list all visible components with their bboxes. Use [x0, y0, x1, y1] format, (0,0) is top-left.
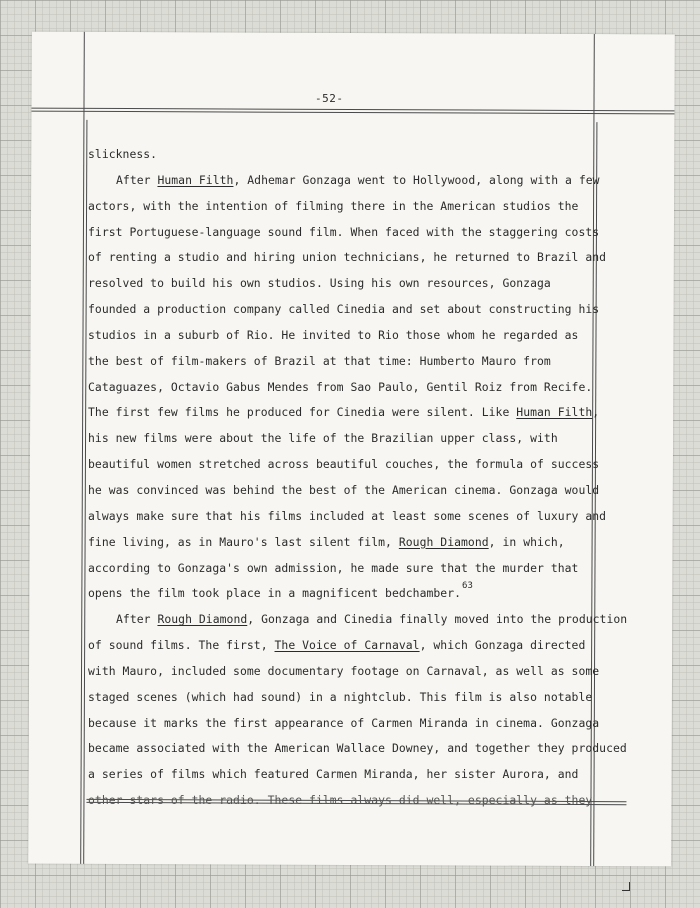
corner-mark — [622, 882, 630, 891]
text-line — [88, 271, 603, 297]
text-run: beautiful women stretched across beautiful couches, the formula of success — [88, 457, 600, 472]
text-run: fine living, as in Mauro's last silent film, — [88, 534, 399, 549]
text-run: first Portuguese-language sound film. When faced with the staggering costs — [88, 224, 600, 239]
text-line — [88, 556, 603, 582]
text-line — [88, 711, 603, 737]
text-line — [88, 659, 603, 685]
text-run: After — [116, 172, 158, 187]
text-run: , Gonzaga and Cinedia finally moved into the production — [247, 612, 628, 627]
text-line — [88, 323, 603, 349]
text-run: of sound films. The first, — [88, 638, 275, 653]
text-run: , — [592, 405, 600, 420]
text-line — [88, 426, 603, 452]
text-line — [88, 504, 607, 530]
text-run: with Mauro, included some documentary footage on Carnaval, as well as some — [88, 663, 600, 678]
text-run: actors, with the intention of filming there in the American studios the — [88, 198, 579, 213]
text-line — [88, 762, 603, 788]
film-title: Human Filth — [157, 172, 234, 187]
text-line — [88, 194, 603, 220]
film-title: Human Filth — [516, 405, 593, 420]
text-run: , which Gonzaga directed — [419, 638, 586, 653]
footnote-number: 63 — [462, 581, 473, 592]
text-line — [88, 349, 603, 375]
text-run: he was convinced was behind the best of the American cinema. Gonzaga would — [88, 482, 600, 497]
text-line — [88, 581, 603, 607]
text-line — [88, 530, 603, 556]
text-line — [88, 220, 603, 246]
text-line — [88, 685, 603, 711]
text-line — [88, 142, 603, 168]
text-line — [88, 400, 603, 426]
text-run: Cataguazes, Octavio Gabus Mendes from Sao Paulo, Gentil Roiz from Recife. — [88, 379, 593, 394]
text-line — [88, 168, 603, 194]
text-run: slickness. — [88, 147, 158, 161]
page-number: -52- — [315, 92, 344, 105]
text-run: of renting a studio and hiring union technicians, he returned to Brazil and — [88, 250, 607, 265]
body-text — [88, 142, 628, 814]
text-run: founded a production company called Cinedia and set about constructing his — [88, 302, 600, 317]
text-run: opens the film took place in a magnificent bedchamber. — [88, 586, 462, 601]
text-run: because it marks the first appearance of Carmen Miranda in cinema. Gonzaga — [88, 715, 600, 730]
text-run: The first few films he produced for Cinedia were silent. Like — [88, 405, 517, 420]
text-run: , Adhemar Gonzaga went to Hollywood, along with a few — [233, 172, 600, 187]
text-run: according to Gonzaga's own admission, he made sure that the murder that — [88, 560, 579, 575]
text-line — [88, 245, 607, 271]
text-run: a series of films which featured Carmen Miranda, her sister Aurora, and — [88, 767, 579, 782]
film-title: Rough Diamond — [157, 612, 248, 627]
text-line — [88, 452, 603, 478]
text-run: studios in a suburb of Rio. He invited to Rio those whom he regarded as — [88, 327, 579, 342]
film-title: The Voice of Carnaval — [274, 638, 420, 653]
text-line — [88, 633, 603, 659]
text-line — [88, 736, 627, 762]
text-run: always make sure that his films included at least some scenes of luxury and — [88, 508, 607, 523]
text-run: staged scenes (which had sound) in a nightclub. This film is also notable — [88, 689, 593, 704]
film-title: Rough Diamond — [398, 534, 489, 549]
text-line — [88, 607, 628, 633]
text-line — [88, 478, 603, 504]
text-run: other stars of the radio. These films always did well, especially as they — [88, 793, 593, 808]
text-run: After — [116, 612, 158, 627]
text-run: his new films were about the life of the Brazilian upper class, with — [88, 431, 558, 446]
text-line — [88, 788, 603, 814]
text-run: resolved to build his own studios. Using his own resources, Gonzaga — [88, 276, 551, 291]
header-rule-2 — [31, 111, 674, 115]
text-run: became associated with the American Wallace Downey, and together they produced — [88, 741, 627, 756]
text-line — [88, 297, 603, 323]
text-run: , in which, — [488, 534, 565, 549]
text-run: the best of film-makers of Brazil at that time: Humberto Mauro from — [88, 353, 551, 368]
text-line — [88, 375, 603, 401]
